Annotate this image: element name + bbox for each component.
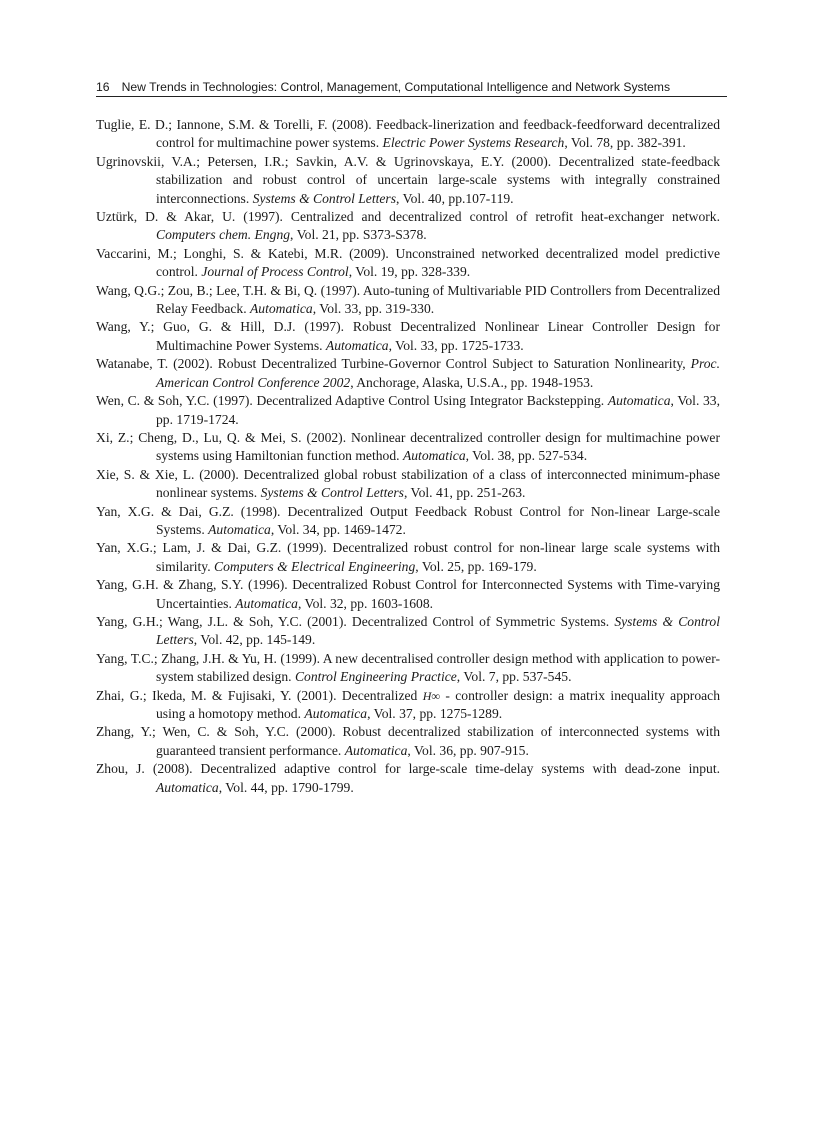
reference-entry: Watanabe, T. (2002). Robust Decentralized Turbine-Governor Control Subject to Saturation Nonlinearity, Proc. American Control Conference 2002, Anchorage, Alaska, U.S.A., pp. 1948-1953. — [96, 356, 720, 390]
reference-entry: Wen, C. & Soh, Y.C. (1997). Decentralized Adaptive Control Using Integrator Backstepping. Automatica, Vol. 33, pp. 1719-1724. — [96, 393, 720, 427]
journal-name: Systems & Control Letters — [260, 485, 404, 501]
running-header — [96, 80, 727, 97]
journal-name: Systems & Control Letters — [156, 613, 720, 648]
journal-name: Automatica — [344, 742, 408, 758]
journal-name: Automatica — [325, 337, 389, 353]
journal-name: Electric Power Systems Research — [382, 135, 565, 151]
journal-name: Control Engineering Practice — [294, 669, 457, 685]
journal-name: Computers & Electrical Engineering — [214, 558, 416, 574]
journal-name: Automatica — [402, 448, 466, 464]
reference-entry: Uztürk, D. & Akar, U. (1997). Centralized and decentralized control of retrofit heat-exchanger network. Computers chem. Engng, Vol. 21, pp. S373-S378. — [96, 209, 720, 243]
reference-entry: Zhai, G.; Ikeda, M. & Fujisaki, Y. (2001). Decentralized H∞ - controller design: a matrix inequality approach using a homotopy method. Automatica, Vol. 37, pp. 1275-1289. — [96, 687, 720, 721]
reference-entry: Xi, Z.; Cheng, D., Lu, Q. & Mei, S. (2002). Nonlinear decentralized controller design for multimachine power systems using Hamiltonian function method. Automatica, Vol. 38, pp. 527-534. — [96, 429, 720, 464]
journal-name: Computers chem. Engng — [156, 227, 291, 243]
reference-entry: Yan, X.G. & Dai, G.Z. (1998). Decentralized Output Feedback Robust Control for Non-linear Large-scale Systems. Automatica, Vol. 34, pp. 1469-1472. — [96, 503, 720, 537]
reference-entry: Yan, X.G.; Lam, J. & Dai, G.Z. (1999). Decentralized robust control for non-linear large scale systems with similarity. Computers & Electrical Engineering, Vol. 25, pp. 169-179. — [96, 540, 720, 574]
running-title: New Trends in Technologies: Control, Management, Computational Intelligence and Network Systems — [121, 80, 671, 94]
journal-name: Automatica — [208, 521, 271, 537]
reference-entry: Xie, S. & Xie, L. (2000). Decentralized global robust stabilization of a class of interconnected minimum-phase nonlinear systems. Systems & Control Letters, Vol. 41, pp. 251-263. — [96, 466, 720, 501]
reference-list — [96, 116, 720, 797]
journal-name: Journal of Process Control — [201, 264, 349, 280]
reference-entry: Zhang, Y.; Wen, C. & Soh, Y.C. (2000). Robust decentralized stabilization of interconnected systems with guaranteed transient performance. Automatica, Vol. 36, pp. 907-915. — [96, 724, 720, 758]
reference-entry: Zhou, J. (2008). Decentralized adaptive control for large-scale time-delay systems with dead-zone input. Automatica, Vol. 44, pp. 1790-1799. — [96, 761, 720, 795]
journal-name: Systems & Control Letters — [252, 190, 397, 206]
journal-name: Automatica — [156, 779, 219, 795]
reference-entry: Ugrinovskii, V.A.; Petersen, I.R.; Savkin, A.V. & Ugrinovskaya, E.Y. (2000). Decentralized state-feedback stabilization and robust control of uncertain large-scale systems with integrally constrained interconnections. Systems & Control Letters, Vol. 40, pp.107-119. — [96, 153, 720, 206]
reference-entry: Vaccarini, M.; Longhi, S. & Katebi, M.R. (2009). Unconstrained networked decentralized model predictive control. Journal of Process Control, Vol. 19, pp. 328-339. — [96, 245, 720, 280]
reference-entry: Wang, Q.G.; Zou, B.; Lee, T.H. & Bi, Q. (1997). Auto-tuning of Multivariable PID Controllers from Decentralized Relay Feedback. Automatica, Vol. 33, pp. 319-330. — [96, 282, 720, 317]
journal-name: Proc. American Control Conference 2002 — [156, 356, 720, 390]
journal-name: Automatica — [607, 393, 671, 409]
reference-entry: Tuglie, E. D.; Iannone, S.M. & Torelli, F. (2008). Feedback-linerization and feedback-feedforward decentralized control for multimachine power systems. Electric Power Systems Research, Vol. 78, pp. 382-391. — [96, 117, 720, 151]
journal-name: Automatica — [250, 301, 313, 317]
reference-entry: Yang, G.H. & Zhang, S.Y. (1996). Decentralized Robust Control for Interconnected Systems with Time-varying Uncertainties. Automatica, Vol. 32, pp. 1603-1608. — [96, 577, 720, 611]
journal-name: Automatica — [235, 595, 298, 611]
math-symbol: H∞ — [422, 688, 440, 703]
journal-name: Automatica — [304, 706, 368, 721]
reference-entry: Yang, G.H.; Wang, J.L. & Soh, Y.C. (2001). Decentralized Control of Symmetric Systems. Systems & Control Letters, Vol. 42, pp. 145-149. — [96, 613, 720, 648]
page-number: 16 — [96, 80, 110, 94]
reference-entry: Wang, Y.; Guo, G. & Hill, D.J. (1997). Robust Decentralized Nonlinear Linear Controller Design for Multimachine Power Systems. Automatica, Vol. 33, pp. 1725-1733. — [96, 319, 720, 353]
reference-entry: Yang, T.C.; Zhang, J.H. & Yu, H. (1999). A new decentralised controller design method with application to power-system stabilized design. Control Engineering Practice, Vol. 7, pp. 537-545. — [96, 650, 720, 685]
